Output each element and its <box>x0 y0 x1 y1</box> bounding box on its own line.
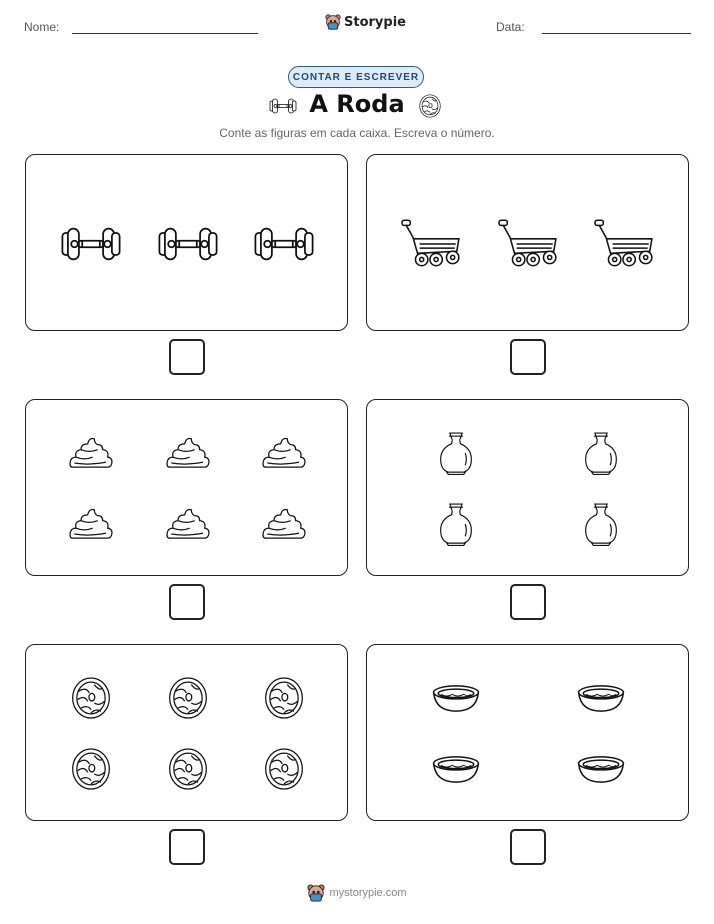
answer-box[interactable] <box>510 584 546 620</box>
picture-box <box>366 399 689 576</box>
name-label: Nome: <box>24 20 60 34</box>
answer-box[interactable] <box>169 339 205 375</box>
name-line[interactable] <box>72 33 258 34</box>
instructions: Conte as figuras em cada caixa. Escreva o número. <box>219 126 495 140</box>
cream-icon <box>259 503 309 545</box>
brand-name: Storypie <box>344 14 406 30</box>
bowl-icon <box>573 679 629 717</box>
footer-url: mystorypie.com <box>329 887 407 899</box>
wheel-icon <box>163 744 213 794</box>
wagon-icon <box>401 218 463 270</box>
bear-logo-icon <box>307 884 325 902</box>
wheel-icon <box>259 744 309 794</box>
picture-box <box>366 154 689 331</box>
bear-logo-icon <box>325 14 341 30</box>
picture-box <box>366 644 689 821</box>
wheel-icon <box>66 744 116 794</box>
vase-icon <box>433 425 479 481</box>
dumbbell-icon <box>251 222 317 266</box>
activity-badge: CONTAR E ESCREVER <box>288 66 424 88</box>
date-line[interactable] <box>542 33 691 34</box>
answer-box[interactable] <box>510 339 546 375</box>
wagon-icon <box>498 218 560 270</box>
date-label: Data: <box>496 20 525 34</box>
wheel-icon <box>416 92 444 120</box>
bowl-icon <box>428 750 484 788</box>
vase-icon <box>578 425 624 481</box>
vase-icon <box>433 496 479 552</box>
dumbbell-icon <box>58 222 124 266</box>
cream-icon <box>66 432 116 474</box>
cream-icon <box>163 503 213 545</box>
cream-icon <box>259 432 309 474</box>
bowl-icon <box>428 679 484 717</box>
picture-box <box>25 154 348 331</box>
wheel-icon <box>163 673 213 723</box>
brand-logo <box>325 14 406 30</box>
vase-icon <box>578 496 624 552</box>
footer <box>0 884 714 902</box>
picture-box <box>25 644 348 821</box>
answer-box[interactable] <box>169 584 205 620</box>
answer-box[interactable] <box>510 829 546 865</box>
wheel-icon <box>259 673 309 723</box>
cream-icon <box>163 432 213 474</box>
dumbbell-icon <box>268 96 298 116</box>
bowl-icon <box>573 750 629 788</box>
picture-box <box>25 399 348 576</box>
cream-icon <box>66 503 116 545</box>
wagon-icon <box>594 218 656 270</box>
page-title: A Roda <box>309 90 405 118</box>
answer-box[interactable] <box>169 829 205 865</box>
dumbbell-icon <box>155 222 221 266</box>
wheel-icon <box>66 673 116 723</box>
